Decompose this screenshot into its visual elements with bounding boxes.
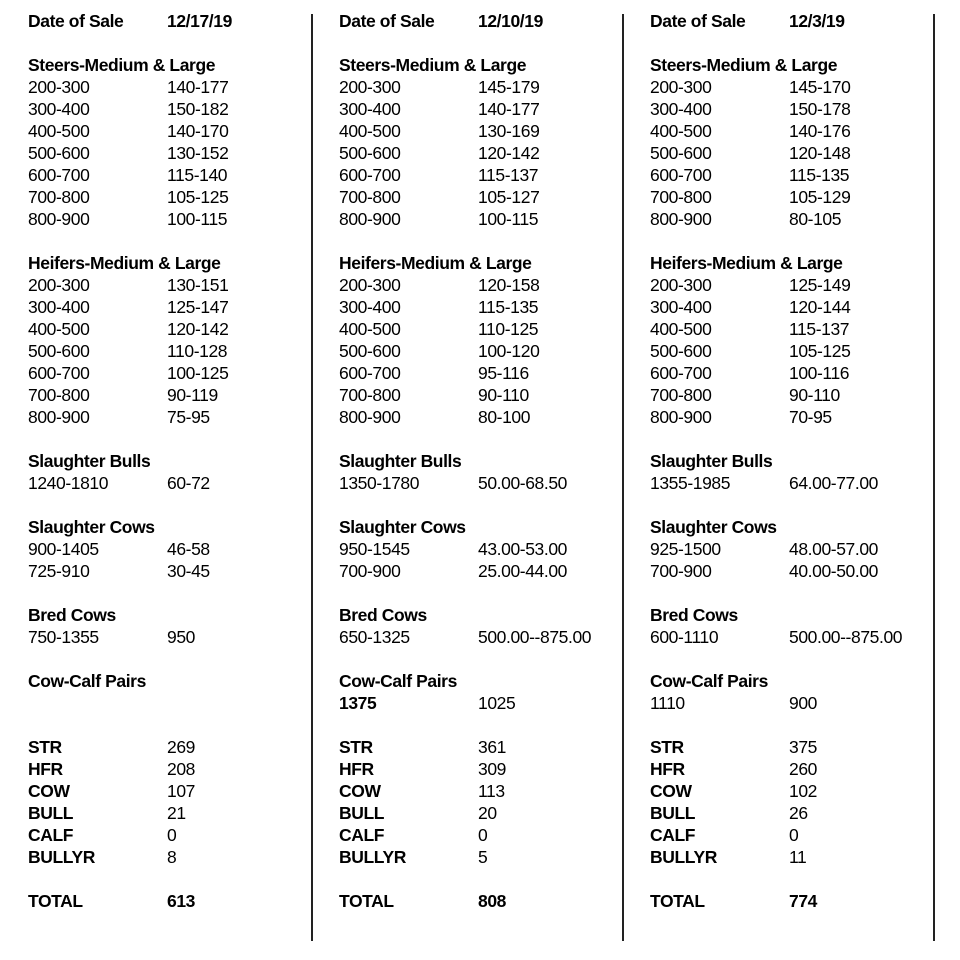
price-row	[28, 142, 320, 164]
weight-range: 500-600	[650, 143, 712, 163]
count-value: 260	[789, 759, 817, 779]
price-row	[650, 76, 942, 98]
price-row	[650, 142, 942, 164]
weight-range: 200-300	[28, 275, 90, 295]
price-range: 140-177	[167, 77, 229, 97]
weight-range: 400-500	[650, 319, 712, 339]
count-value: 375	[789, 737, 817, 757]
weight-range: 900-1405	[28, 539, 99, 559]
steers-section-title: Steers-Medium & Large	[650, 55, 838, 75]
weight-range: 925-1500	[650, 539, 721, 559]
price-row	[28, 406, 320, 428]
price-row	[28, 538, 320, 560]
price-range: 120-142	[167, 319, 229, 339]
count-row	[339, 824, 631, 846]
weight-range: 400-500	[28, 319, 90, 339]
weight-range: 300-400	[650, 99, 712, 119]
price-range: 90-119	[167, 385, 218, 405]
price-row	[28, 560, 320, 582]
price-row	[28, 76, 320, 98]
weight-range: 1375	[339, 693, 377, 713]
price-row	[28, 384, 320, 406]
count-row	[650, 802, 942, 824]
date-of-sale-row	[650, 10, 942, 32]
price-row	[339, 186, 631, 208]
date-of-sale-label: Date of Sale	[650, 11, 746, 31]
weight-range: 600-700	[28, 165, 90, 185]
price-row	[28, 362, 320, 384]
count-row	[339, 758, 631, 780]
price-range: 140-170	[167, 121, 229, 141]
total-value: 613	[167, 891, 195, 911]
price-range: 25.00-44.00	[478, 561, 568, 581]
price-range: 150-178	[789, 99, 851, 119]
weight-range: 700-800	[650, 385, 712, 405]
price-range: 50.00-68.50	[478, 473, 568, 493]
count-row	[339, 802, 631, 824]
price-row	[650, 208, 942, 230]
price-range: 120-144	[789, 297, 851, 317]
weight-range: 750-1355	[28, 627, 99, 647]
total-value: 808	[478, 891, 506, 911]
price-range: 105-127	[478, 187, 540, 207]
price-row	[650, 186, 942, 208]
price-row	[650, 362, 942, 384]
price-row	[28, 296, 320, 318]
count-label: CALF	[650, 825, 696, 845]
price-row	[650, 164, 942, 186]
count-value: 309	[478, 759, 506, 779]
count-row	[28, 758, 320, 780]
sale-column	[28, 10, 320, 912]
price-range: 60-72	[167, 473, 210, 493]
date-of-sale-label: Date of Sale	[339, 11, 435, 31]
count-value: 0	[478, 825, 488, 845]
weight-range: 300-400	[650, 297, 712, 317]
weight-range: 400-500	[339, 319, 401, 339]
price-range: 48.00-57.00	[789, 539, 879, 559]
count-row	[650, 758, 942, 780]
pairs-section-title: Cow-Calf Pairs	[650, 671, 768, 691]
price-row	[650, 384, 942, 406]
price-range: 500.00--875.00	[789, 627, 903, 647]
count-label: BULL	[650, 803, 696, 823]
price-row	[650, 98, 942, 120]
count-label: STR	[339, 737, 373, 757]
price-range: 115-140	[167, 165, 228, 185]
count-row	[650, 780, 942, 802]
price-range: 100-116	[789, 363, 850, 383]
price-range: 80-100	[478, 407, 531, 427]
bulls-section-title: Slaughter Bulls	[339, 451, 462, 471]
price-row	[339, 98, 631, 120]
total-label: TOTAL	[339, 891, 394, 911]
weight-range: 650-1325	[339, 627, 410, 647]
weight-range: 800-900	[650, 209, 712, 229]
weight-range: 1110	[650, 693, 685, 713]
price-row	[650, 296, 942, 318]
price-row	[339, 120, 631, 142]
count-value: 208	[167, 759, 195, 779]
weight-range: 300-400	[339, 99, 401, 119]
heifers-section-title: Heifers-Medium & Large	[28, 253, 221, 273]
price-range: 90-110	[789, 385, 840, 405]
weight-range: 300-400	[339, 297, 401, 317]
sale-column	[650, 10, 942, 912]
cows-section-title: Slaughter Cows	[339, 517, 466, 537]
price-row	[28, 692, 320, 714]
price-range: 900	[789, 693, 817, 713]
count-label: BULL	[339, 803, 385, 823]
count-value: 361	[478, 737, 506, 757]
bred-section-title: Bred Cows	[650, 605, 738, 625]
weight-range: 600-700	[339, 165, 401, 185]
count-label: BULLYR	[650, 847, 717, 867]
count-value: 5	[478, 847, 488, 867]
heifers-section-title: Heifers-Medium & Large	[650, 253, 843, 273]
price-range: 145-170	[789, 77, 851, 97]
price-row	[650, 340, 942, 362]
weight-range: 700-800	[339, 187, 401, 207]
price-range: 95-116	[478, 363, 529, 383]
weight-range: 200-300	[650, 77, 712, 97]
price-range: 105-125	[167, 187, 229, 207]
count-value: 8	[167, 847, 177, 867]
price-range: 150-182	[167, 99, 229, 119]
weight-range: 500-600	[339, 143, 401, 163]
count-row	[339, 846, 631, 868]
price-range: 115-137	[789, 319, 850, 339]
count-row	[650, 824, 942, 846]
total-label: TOTAL	[650, 891, 705, 911]
price-row	[339, 208, 631, 230]
price-row	[28, 340, 320, 362]
price-row	[339, 274, 631, 296]
price-range: 75-95	[167, 407, 210, 427]
weight-range: 600-700	[650, 363, 712, 383]
price-range: 500.00--875.00	[478, 627, 592, 647]
count-label: BULLYR	[339, 847, 406, 867]
count-value: 20	[478, 803, 497, 823]
weight-range: 400-500	[28, 121, 90, 141]
weight-range: 1240-1810	[28, 473, 109, 493]
weight-range: 800-900	[339, 407, 401, 427]
total-value: 774	[789, 891, 817, 911]
count-value: 269	[167, 737, 195, 757]
count-row	[339, 736, 631, 758]
price-range: 115-135	[478, 297, 539, 317]
price-range: 43.00-53.00	[478, 539, 568, 559]
weight-range: 1355-1985	[650, 473, 731, 493]
price-row	[650, 560, 942, 582]
date-of-sale-value: 12/3/19	[789, 11, 845, 31]
price-row	[339, 692, 631, 714]
count-value: 113	[478, 781, 505, 801]
count-value: 107	[167, 781, 195, 801]
price-range: 80-105	[789, 209, 842, 229]
count-label: COW	[28, 781, 70, 801]
count-label: STR	[650, 737, 684, 757]
weight-range: 200-300	[339, 77, 401, 97]
weight-range: 500-600	[650, 341, 712, 361]
price-range: 64.00-77.00	[789, 473, 879, 493]
weight-range: 400-500	[339, 121, 401, 141]
date-of-sale-label: Date of Sale	[28, 11, 124, 31]
price-row	[650, 692, 942, 714]
total-row	[650, 890, 942, 912]
price-row	[650, 538, 942, 560]
steers-section-title: Steers-Medium & Large	[28, 55, 216, 75]
count-value: 0	[167, 825, 177, 845]
price-range: 125-149	[789, 275, 851, 295]
count-label: COW	[650, 781, 692, 801]
weight-range: 500-600	[28, 143, 90, 163]
count-row	[650, 736, 942, 758]
steers-section-title: Steers-Medium & Large	[339, 55, 527, 75]
bred-section-title: Bred Cows	[339, 605, 427, 625]
price-range: 110-125	[478, 319, 539, 339]
price-range: 110-128	[167, 341, 228, 361]
price-range: 1025	[478, 693, 516, 713]
price-range: 105-125	[789, 341, 851, 361]
sale-column	[339, 10, 631, 912]
weight-range: 725-910	[28, 561, 90, 581]
price-row	[28, 274, 320, 296]
weight-range: 300-400	[28, 99, 90, 119]
count-label: CALF	[339, 825, 385, 845]
price-range: 100-115	[478, 209, 539, 229]
price-row	[339, 626, 631, 648]
price-row	[650, 406, 942, 428]
price-row	[28, 626, 320, 648]
bulls-section-title: Slaughter Bulls	[650, 451, 773, 471]
weight-range: 500-600	[28, 341, 90, 361]
date-of-sale-value: 12/10/19	[478, 11, 543, 31]
count-row	[28, 780, 320, 802]
price-range: 100-120	[478, 341, 540, 361]
weight-range: 200-300	[28, 77, 90, 97]
weight-range: 700-900	[650, 561, 712, 581]
price-row	[650, 472, 942, 494]
price-row	[650, 318, 942, 340]
count-row	[339, 780, 631, 802]
price-row	[28, 318, 320, 340]
price-row	[339, 384, 631, 406]
weight-range: 700-900	[339, 561, 401, 581]
pairs-section-title: Cow-Calf Pairs	[339, 671, 457, 691]
price-row	[28, 164, 320, 186]
count-label: COW	[339, 781, 381, 801]
price-range: 130-169	[478, 121, 540, 141]
weight-range: 700-800	[28, 187, 90, 207]
price-row	[339, 362, 631, 384]
weight-range: 400-500	[650, 121, 712, 141]
price-range: 140-177	[478, 99, 540, 119]
total-row	[339, 890, 631, 912]
total-label: TOTAL	[28, 891, 83, 911]
price-range: 145-179	[478, 77, 540, 97]
price-row	[28, 472, 320, 494]
price-range: 950	[167, 627, 195, 647]
weight-range: 600-700	[339, 363, 401, 383]
weight-range: 700-800	[650, 187, 712, 207]
price-range: 40.00-50.00	[789, 561, 879, 581]
price-row	[650, 626, 942, 648]
cows-section-title: Slaughter Cows	[28, 517, 155, 537]
bulls-section-title: Slaughter Bulls	[28, 451, 151, 471]
cows-section-title: Slaughter Cows	[650, 517, 777, 537]
price-row	[339, 560, 631, 582]
price-row	[339, 296, 631, 318]
bred-section-title: Bred Cows	[28, 605, 116, 625]
weight-range: 200-300	[339, 275, 401, 295]
count-row	[28, 736, 320, 758]
count-value: 102	[789, 781, 817, 801]
date-of-sale-row	[28, 10, 320, 32]
weight-range: 600-700	[650, 165, 712, 185]
heifers-section-title: Heifers-Medium & Large	[339, 253, 532, 273]
weight-range: 1350-1780	[339, 473, 420, 493]
price-row	[339, 406, 631, 428]
price-range: 90-110	[478, 385, 529, 405]
count-label: HFR	[28, 759, 63, 779]
count-label: HFR	[339, 759, 374, 779]
date-of-sale-value: 12/17/19	[167, 11, 232, 31]
pairs-section-title: Cow-Calf Pairs	[28, 671, 146, 691]
count-row	[28, 846, 320, 868]
weight-range: 300-400	[28, 297, 90, 317]
price-row	[650, 120, 942, 142]
count-value: 26	[789, 803, 808, 823]
count-label: CALF	[28, 825, 74, 845]
count-value: 0	[789, 825, 799, 845]
price-range: 115-135	[789, 165, 850, 185]
weight-range: 800-900	[339, 209, 401, 229]
weight-range: 600-700	[28, 363, 90, 383]
price-row	[339, 472, 631, 494]
count-value: 11	[789, 847, 807, 867]
price-range: 140-176	[789, 121, 851, 141]
weight-range: 800-900	[28, 407, 90, 427]
total-row	[28, 890, 320, 912]
price-row	[339, 76, 631, 98]
price-row	[28, 208, 320, 230]
weight-range: 700-800	[339, 385, 401, 405]
price-range: 120-148	[789, 143, 851, 163]
weight-range: 700-800	[28, 385, 90, 405]
price-row	[28, 120, 320, 142]
price-range: 46-58	[167, 539, 210, 559]
price-range: 70-95	[789, 407, 832, 427]
count-label: BULL	[28, 803, 74, 823]
price-row	[28, 98, 320, 120]
weight-range	[28, 692, 167, 714]
weight-range: 800-900	[28, 209, 90, 229]
weight-range: 800-900	[650, 407, 712, 427]
weight-range: 500-600	[339, 341, 401, 361]
price-range: 130-151	[167, 275, 229, 295]
price-row	[339, 318, 631, 340]
price-range: 120-158	[478, 275, 540, 295]
price-row	[650, 274, 942, 296]
price-row	[28, 186, 320, 208]
price-row	[339, 142, 631, 164]
count-row	[28, 802, 320, 824]
price-range: 130-152	[167, 143, 229, 163]
count-label: HFR	[650, 759, 685, 779]
price-range: 125-147	[167, 297, 229, 317]
price-row	[339, 340, 631, 362]
date-of-sale-row	[339, 10, 631, 32]
weight-range: 600-1110	[650, 627, 719, 647]
count-label: BULLYR	[28, 847, 95, 867]
count-value: 21	[167, 803, 186, 823]
price-range: 115-137	[478, 165, 539, 185]
price-row	[339, 164, 631, 186]
weight-range: 950-1545	[339, 539, 410, 559]
count-row	[28, 824, 320, 846]
price-row	[339, 538, 631, 560]
price-range: 120-142	[478, 143, 540, 163]
weight-range: 200-300	[650, 275, 712, 295]
price-range: 30-45	[167, 561, 210, 581]
price-range: 105-129	[789, 187, 851, 207]
price-range: 100-115	[167, 209, 228, 229]
count-label: STR	[28, 737, 62, 757]
price-range: 100-125	[167, 363, 229, 383]
count-row	[650, 846, 942, 868]
